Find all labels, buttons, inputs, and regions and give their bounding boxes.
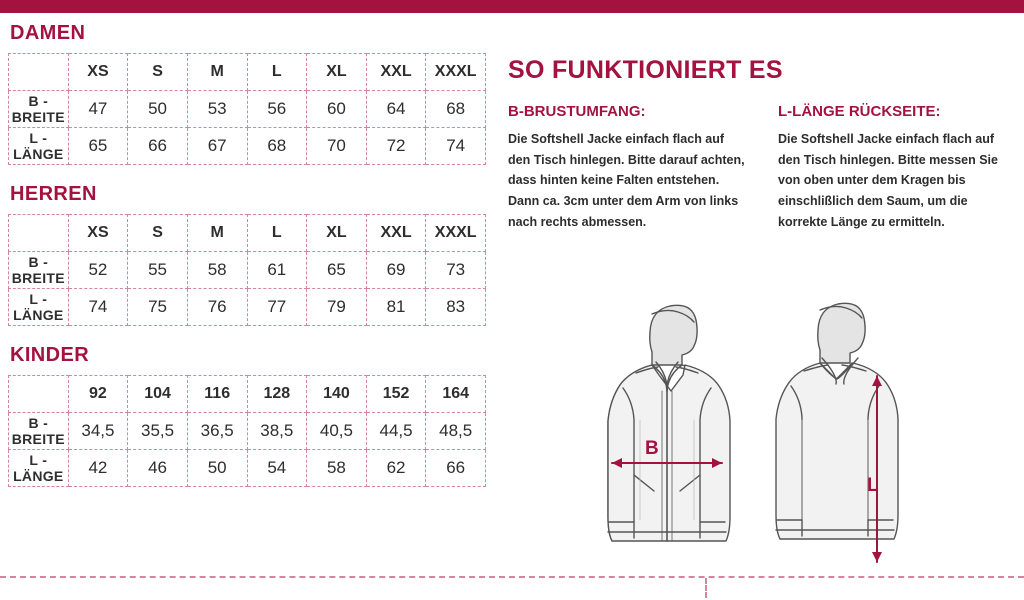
cell: 58 — [307, 450, 367, 487]
row-header: L - LÄNGE — [9, 450, 69, 487]
bottom-tick-mark — [705, 578, 707, 598]
table-corner-cell — [9, 215, 69, 252]
cell: 68 — [247, 128, 307, 165]
cell: 67 — [187, 128, 247, 165]
col-header: XXXL — [426, 215, 486, 252]
size-table-kinder — [8, 375, 486, 487]
howto-title: SO FUNKTIONIERT ES — [508, 56, 783, 84]
col-header: 152 — [366, 376, 426, 413]
cell: 66 — [426, 450, 486, 487]
cell: 50 — [128, 91, 188, 128]
cell: 76 — [187, 289, 247, 326]
cell: 60 — [307, 91, 367, 128]
cell: 44,5 — [366, 413, 426, 450]
bottom-divider — [0, 576, 1024, 578]
col-header: L — [247, 215, 307, 252]
table-header-row — [9, 215, 486, 252]
table-row — [9, 252, 486, 289]
howto-block-brustumfang — [508, 103, 748, 232]
howto-body: Die Softshell Jacke einfach flach auf den Tisch hinlegen. Bitte messen Sie von oben unter dem Kragen bis einschlißlich dem Saum, um die korrekte Länge zu ermitteln. — [778, 132, 998, 229]
size-table-damen — [8, 53, 486, 165]
jacket-illustration — [570, 270, 1020, 570]
col-header: 128 — [247, 376, 307, 413]
cell: 77 — [247, 289, 307, 326]
cell: 64 — [366, 91, 426, 128]
cell: 55 — [128, 252, 188, 289]
cell: 69 — [366, 252, 426, 289]
col-header: S — [128, 54, 188, 91]
size-table-block-kinder — [8, 344, 498, 487]
table-row — [9, 91, 486, 128]
cell: 35,5 — [128, 413, 188, 450]
size-table-block-damen — [8, 22, 498, 165]
cell: 52 — [68, 252, 128, 289]
col-header: L — [247, 54, 307, 91]
measure-label-b: B — [645, 438, 659, 459]
cell: 74 — [426, 128, 486, 165]
howto-body: Die Softshell Jacke einfach flach auf den Tisch hinlegen. Bitte darauf achten, dass hinten keine Falten entstehen. Dann ca. 3cm unter dem Arm von links nach rechts abmessen. — [508, 132, 745, 229]
cell: 50 — [187, 450, 247, 487]
cell: 79 — [307, 289, 367, 326]
col-header: 140 — [307, 376, 367, 413]
cell: 38,5 — [247, 413, 307, 450]
cell: 46 — [128, 450, 188, 487]
cell: 53 — [187, 91, 247, 128]
size-table-herren — [8, 214, 486, 326]
cell: 61 — [247, 252, 307, 289]
col-header: XS — [68, 54, 128, 91]
col-header: XXL — [366, 215, 426, 252]
cell: 70 — [307, 128, 367, 165]
cell: 48,5 — [426, 413, 486, 450]
cell: 75 — [128, 289, 188, 326]
cell: 68 — [426, 91, 486, 128]
table-header-row — [9, 54, 486, 91]
top-accent-bar — [0, 0, 1024, 13]
howto-column — [508, 56, 1018, 232]
table-row — [9, 450, 486, 487]
row-header: L - LÄNGE — [9, 128, 69, 165]
cell: 58 — [187, 252, 247, 289]
col-header: 92 — [68, 376, 128, 413]
section-title-herren: HERREN — [10, 183, 97, 205]
row-header: L - LÄNGE — [9, 289, 69, 326]
col-header: XXXL — [426, 54, 486, 91]
col-header: 116 — [187, 376, 247, 413]
table-row — [9, 289, 486, 326]
row-header: B - BREITE — [9, 91, 69, 128]
size-table-block-herren — [8, 183, 498, 326]
table-row — [9, 128, 486, 165]
section-title-kinder: KINDER — [10, 344, 90, 366]
cell: 65 — [307, 252, 367, 289]
howto-heading: B-BRUSTUMFANG: — [508, 103, 646, 120]
cell: 73 — [426, 252, 486, 289]
measure-label-l: L — [867, 475, 879, 496]
row-header: B - BREITE — [9, 413, 69, 450]
cell: 47 — [68, 91, 128, 128]
col-header: XXL — [366, 54, 426, 91]
col-header: 104 — [128, 376, 188, 413]
cell: 56 — [247, 91, 307, 128]
table-corner-cell — [9, 376, 69, 413]
cell: 83 — [426, 289, 486, 326]
section-title-damen: DAMEN — [10, 22, 86, 44]
cell: 62 — [366, 450, 426, 487]
col-header: 164 — [426, 376, 486, 413]
col-header: XS — [68, 215, 128, 252]
col-header: XL — [307, 54, 367, 91]
cell: 54 — [247, 450, 307, 487]
cell: 81 — [366, 289, 426, 326]
table-corner-cell — [9, 54, 69, 91]
cell: 65 — [68, 128, 128, 165]
howto-heading: L-LÄNGE RÜCKSEITE: — [778, 103, 941, 120]
cell: 66 — [128, 128, 188, 165]
size-tables-column — [8, 22, 498, 487]
row-header: B - BREITE — [9, 252, 69, 289]
cell: 40,5 — [307, 413, 367, 450]
cell: 34,5 — [68, 413, 128, 450]
col-header: M — [187, 215, 247, 252]
howto-block-laenge — [778, 103, 1018, 232]
cell: 36,5 — [187, 413, 247, 450]
col-header: M — [187, 54, 247, 91]
cell: 72 — [366, 128, 426, 165]
jacket-illustration-svg — [570, 270, 1020, 570]
table-row — [9, 413, 486, 450]
col-header: XL — [307, 215, 367, 252]
cell: 42 — [68, 450, 128, 487]
table-header-row — [9, 376, 486, 413]
cell: 74 — [68, 289, 128, 326]
col-header: S — [128, 215, 188, 252]
